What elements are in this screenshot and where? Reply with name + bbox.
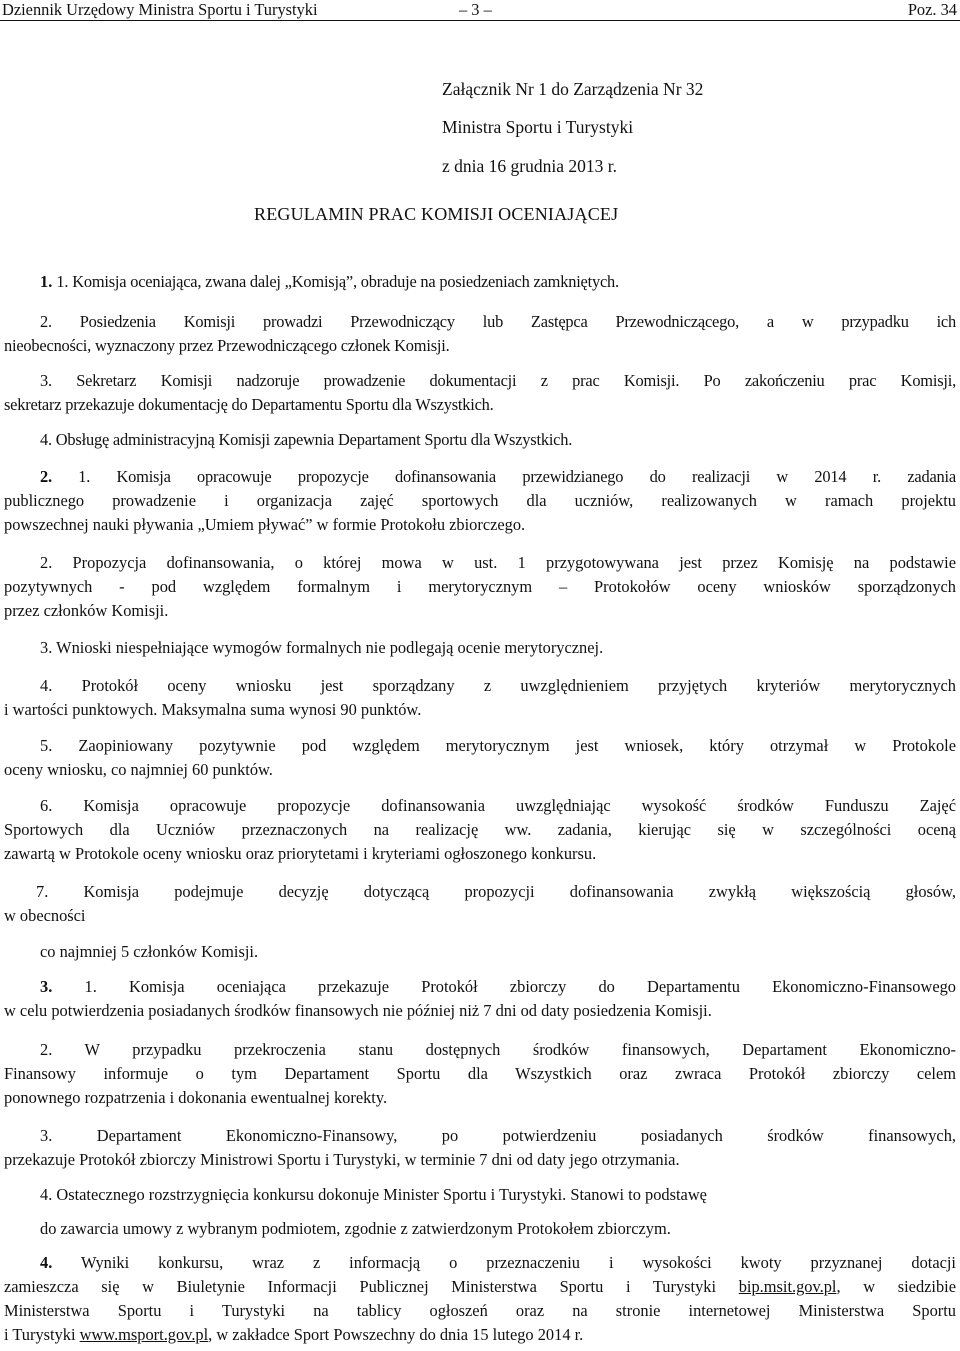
s3-p3-line-2: przekazuje Protokół zbiorczy Ministrowi Sportu i Turystyki, w terminie 7 dni od daty jego otrzymania. (4, 1150, 680, 1169)
s4-line-1 (4, 1251, 956, 1275)
s2-p6-line-2: Sportowych dla Uczniów przeznaczonych na realizację ww. zadania, kierując się w szczególności oceną (4, 820, 956, 839)
section-4-number: 4. (40, 1253, 53, 1272)
journal-title: Dziennik Urzędowy Ministra Sportu i Turystyki (2, 0, 318, 19)
s2-p1-line-1-text: 1. Komisja opracowuje propozycje dofinansowania przewidzianego do realizacji w 2014 r. zadania (78, 467, 956, 486)
s1-p2 (4, 310, 956, 358)
s4-line-2 (4, 1275, 956, 1299)
page-header (0, 0, 960, 22)
s3-p2 (4, 1038, 956, 1110)
s3-p3-line-1: 3. Departament Ekonomiczno-Finansowy, po potwierdzeniu posiadanych środków finansowych, (40, 1126, 956, 1145)
s3-p4-line-1: 4. Ostatecznego rozstrzygnięcia konkursu dokonuje Minister Sportu i Turystyki. Stanowi to podstawę (40, 1185, 707, 1204)
s2-p4-line-1: 4. Protokół oceny wniosku jest sporządzany z uwzględnieniem przyjętych kryteriów merytorycznych (40, 676, 956, 695)
s2-p5-line-2: oceny wniosku, co najmniej 60 punktów. (4, 760, 273, 779)
s1-p3 (4, 369, 956, 417)
document-title: REGULAMIN PRAC KOMISJI OCENIAJĄCEJ (254, 204, 619, 224)
header-rule (0, 20, 960, 21)
s2-p6-line-1: 6. Komisja opracowuje propozycje dofinansowania uwzględniając wysokość środków Funduszu Zajęć (40, 796, 956, 815)
s4-line-4-pre: i Turystyki (4, 1325, 80, 1344)
s1-p1 (40, 270, 940, 294)
s4-line-1-text: Wyniki konkursu, wraz z informacją o przeznaczeniu i wysokości kwoty przyznanej dotacji (80, 1253, 956, 1272)
section-3-number: 3. (40, 977, 53, 996)
s2-p2-line-1: 2. Propozycja dofinansowania, o której mowa w ust. 1 przygotowywana jest przez Komisję na podstawie (40, 553, 956, 572)
s4-paragraph (4, 1251, 956, 1347)
s1-p3-line-1: 3. Sekretarz Komisji nadzoruje prowadzenie dokumentacji z prac Komisji. Po zakończeniu prac Komisji, (40, 371, 956, 390)
s1-p2-line-2: nieobecności, wyznaczony przez Przewodniczącego członek Komisji. (4, 336, 450, 355)
s2-p3: 3. Wnioski niespełniające wymogów formalnych nie podlegają ocenie merytorycznej. (40, 638, 604, 657)
position-number: Poz. 34 (907, 0, 957, 19)
s2-p5-line-1: 5. Zaopiniowany pozytywnie pod względem merytorycznym jest wniosek, który otrzymał w Protokole (40, 736, 956, 755)
s4-line-2-pre: zamieszcza się w Biuletynie Informacji Publicznej Ministerstwa Sportu i Turystyki (4, 1277, 739, 1296)
s2-p6-line-3: zawartą w Protokole oceny wniosku oraz priorytetami i kryteriami ogłoszonego konkursu. (4, 844, 597, 863)
s4-line-4-post: , w zakładce Sport Powszechny do dnia 15 lutego 2014 r. (208, 1325, 584, 1344)
s3-p1-line-1-text: 1. Komisja oceniająca przekazuje Protokół zbiorczy do Departamentu Ekonomiczno-Finansowego (84, 977, 956, 996)
bip-link[interactable]: bip.msit.gov.pl (738, 1277, 837, 1296)
s3-p1 (4, 975, 956, 1023)
annex-line-1: Załącznik Nr 1 do Zarządzenia Nr 32 (442, 79, 704, 99)
page-number: – 3 – (459, 0, 492, 19)
s3-p2-line-3: ponownego rozpatrzenia i dokonania ewentualnej korekty. (4, 1088, 388, 1107)
s2-p2-line-2: pozytywnych - pod względem formalnym i merytorycznym – Protokołów oceny wniosków sporządzonych (4, 577, 956, 596)
s2-p4 (4, 674, 956, 722)
annex-line-3: z dnia 16 grudnia 2013 r. (442, 156, 617, 176)
s2-p5 (4, 734, 956, 782)
s2-p1 (4, 465, 956, 537)
section-1-number: 1. (40, 272, 53, 291)
s1-p1-text: 1. Komisja oceniająca, zwana dalej „Komisją”, obraduje na posiedzeniach zamkniętych. (56, 272, 619, 291)
s1-p3-line-2: sekretarz przekazuje dokumentację do Departamentu Sportu dla Wszystkich. (4, 395, 494, 414)
s2-p1-line-1 (4, 465, 956, 489)
s2-p1-line-2: publicznego prowadzenie i organizacja zajęć sportowych dla uczniów, realizowanych w ramach projektu (4, 491, 956, 510)
s2-p7-line-2: w obecności (4, 906, 86, 925)
s2-p6 (4, 794, 956, 866)
s2-p2-line-3: przez członków Komisji. (4, 601, 169, 620)
s2-p7 (4, 880, 956, 928)
s3-p1-line-1 (4, 975, 956, 999)
s2-p7-line-1: 7. Komisja podejmuje decyzję dotyczącą propozycji dofinansowania zwykłą większością głosów, (36, 882, 956, 901)
annex-line-2: Ministra Sportu i Turystyki (442, 117, 634, 137)
s3-p4-line-2: do zawarcia umowy z wybranym podmiotem, zgodnie z zatwierdzonym Protokołem zbiorczym. (40, 1219, 671, 1238)
s4-line-4 (4, 1323, 956, 1347)
s3-p2-line-1: 2. W przypadku przekroczenia stanu dostępnych środków finansowych, Departament Ekonomiczno- (40, 1040, 956, 1059)
s1-p2-line-1: 2. Posiedzenia Komisji prowadzi Przewodniczący lub Zastępca Przewodniczącego, a w przypadku ich (40, 312, 956, 331)
section-2-number: 2. (40, 467, 52, 486)
msport-link[interactable]: www.msport.gov.pl (79, 1325, 209, 1344)
s2-p1-line-3: powszechnej nauki pływania „Umiem pływać” w formie Protokołu zbiorczego. (4, 515, 526, 534)
s3-p1-line-2: w celu potwierdzenia posiadanych środków finansowych nie później niż 7 dni od daty posiedzenia Komisji. (4, 1001, 712, 1020)
s2-p2 (4, 551, 956, 623)
s4-line-3: Ministerstwa Sportu i Turystyki na tablicy ogłoszeń oraz na stronie internetowej Ministerstwa Sportu (4, 1301, 956, 1320)
s3-p3 (4, 1124, 956, 1172)
s4-line-2-post: , w siedzibie (836, 1277, 956, 1296)
s3-p2-line-2: Finansowy informuje o tym Departament Sportu dla Wszystkich oraz zwraca Protokół zbiorczy celem (4, 1064, 956, 1083)
s2-p4-line-2: i wartości punktowych. Maksymalna suma wynosi 90 punktów. (4, 700, 422, 719)
s2-p7-continuation: co najmniej 5 członków Komisji. (40, 942, 259, 961)
s1-p4: 4. Obsługę administracyjną Komisji zapewnia Departament Sportu dla Wszystkich. (40, 430, 573, 449)
